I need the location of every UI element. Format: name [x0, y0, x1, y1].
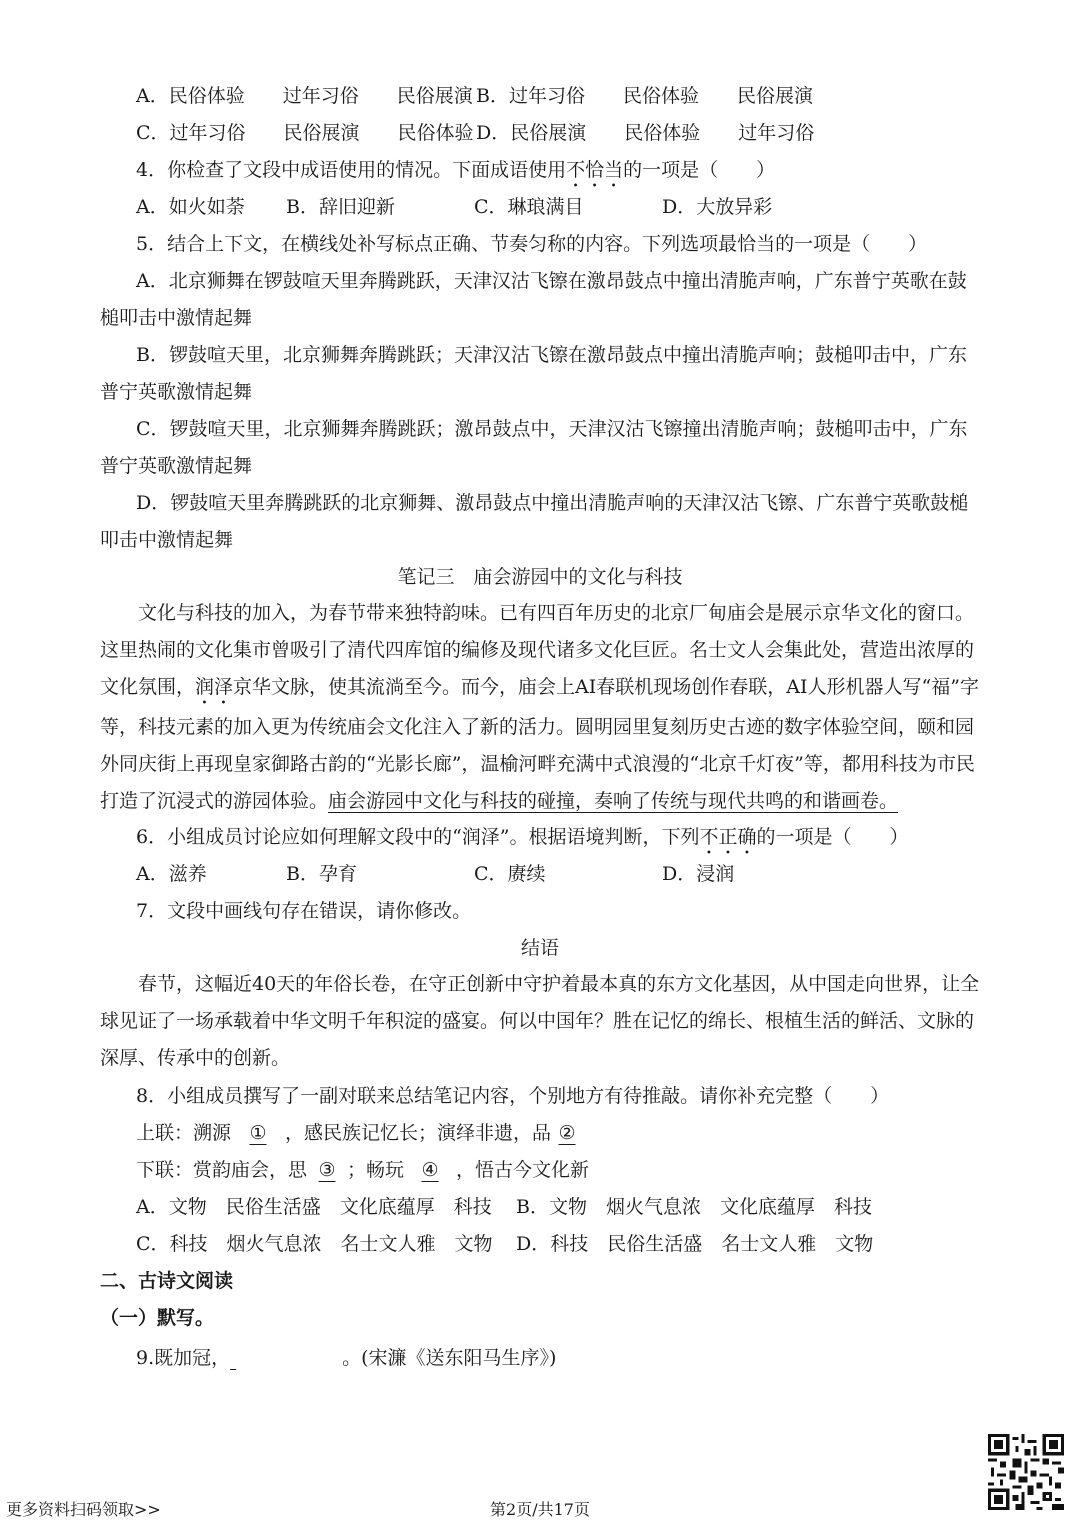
q4-option-c: C．琳琅满目: [474, 196, 584, 218]
q5-option-a-line2: 槌叩击中激情起舞: [100, 307, 253, 329]
q8-option-c: C．科技 烟火气息浓 名士文人雅 文物: [136, 1233, 493, 1255]
section-2-heading: 二、古诗文阅读: [100, 1270, 234, 1292]
q6-option-a: A．滋养: [136, 863, 207, 885]
q7-stem: 7．文段中画线句存在错误，请你修改。: [136, 900, 472, 922]
q6-emphasis: 不正确: [699, 826, 757, 848]
q8-option-row-2: [136, 1231, 873, 1257]
q5-option-b-line2: 普宁英歌激情起舞: [100, 381, 253, 403]
blank-4: ④: [421, 1159, 439, 1181]
note3-emphasis-runze: 润泽: [195, 676, 234, 698]
q3-option-d: D．民俗展演 民俗体验 过年习俗: [476, 122, 815, 144]
blank-2: ②: [558, 1122, 576, 1144]
blank-1: ①: [249, 1122, 267, 1144]
q3-option-b: B．过年习俗 民俗体验 民俗展演: [476, 85, 813, 107]
footer-promo-link[interactable]: 更多资料扫码领取>>: [6, 1500, 161, 1519]
q8-stem: 8．小组成员撰写了一副对联来总结笔记内容，个别地方有待推敲。请你补充完整（ ）: [136, 1085, 890, 1107]
qr-code: [988, 1434, 1064, 1510]
q8-upper-couplet: 上联：溯源 ① ，感民族记忆长；演绎非遗，品 ②: [136, 1120, 583, 1146]
q8-option-b: B．文物 烟火气息浓 文化底蕴厚 科技: [516, 1196, 872, 1218]
q4-option-b: B．辞旧迎新: [286, 196, 395, 218]
q4-option-a: A．如火如荼: [136, 196, 245, 218]
q6-stem: 6．小组成员讨论应如何理解文段中的“润泽”。根据语境判断，下列不正确的一项是（ ）: [136, 826, 909, 848]
section-2-subheading: （一）默写。: [100, 1307, 215, 1329]
q3-option-row-1: [136, 83, 813, 109]
q5-option-a-line1: A．北京狮舞在锣鼓喧天里奔腾跳跃，天津汉沽飞镲在激昂鼓点中撞出清脆声响，广东普宁英歌在鼓: [136, 270, 967, 292]
q3-option-a: A．民俗体验 过年习俗 民俗展演: [136, 85, 473, 107]
q5-option-d-line2: 叩击中激情起舞: [100, 529, 234, 551]
q3-option-row-2: [136, 120, 814, 146]
q5-option-b-line1: B．锣鼓喧天里，北京狮舞奔腾跳跃；天津汉沽飞镲在激昂鼓点中撞出清脆声响；鼓槌叩击中，广东: [136, 344, 967, 366]
q6-options: [136, 861, 734, 887]
q6-option-d: D．浸润: [662, 863, 735, 885]
q5-option-d-line1: D．锣鼓喧天里奔腾跳跃的北京狮舞、激昂鼓点中撞出清脆声响的天津汉沽飞镲、广东普宁英歌鼓槌: [136, 492, 969, 514]
q5-option-c-line2: 普宁英歌激情起舞: [100, 455, 253, 477]
conclusion-paragraph: 春节，这幅近40天的年俗长卷，在守正创新中守护着最本真的东方文化基因，从中国走向世界，让全球见证了一场承载着中华文明千年积淀的盛宴。何以中国年？胜在记忆的绵长、根植生活的鲜活、文脉的深厚、传承中的创新。: [100, 973, 980, 1069]
conclusion-title: 结语: [520, 937, 559, 959]
q4-options: [136, 194, 772, 220]
q4-emphasis: 不恰当: [566, 159, 624, 181]
note3-underlined-sentence: 庙会游园中文化与科技的碰撞，奏响了传统与现代共鸣的和谐画卷。: [328, 790, 899, 812]
q3-option-c: C．过年习俗 民俗展演 民俗体验: [136, 122, 474, 144]
q9-line: 9.既加冠， 。(宋濂《送东阳马生序》): [136, 1347, 557, 1369]
q8-lower-couplet: 下联：赏韵庙会，思 ③ ；畅玩 ④ ，悟古今文化新: [136, 1159, 590, 1181]
q8-option-a: A．文物 民俗生活盛 文化底蕴厚 科技: [136, 1196, 492, 1218]
q9-blank[interactable]: [230, 1345, 342, 1371]
note3-paragraph: 文化与科技的加入，为春节带来独特韵味。已有四百年历史的北京厂甸庙会是展示京华文化的窗口。这里热闹的文化集市曾吸引了清代四库馆的编修及现代诸多文化巨匠。名士文人会集此处，营造出浓厚的文化氛围，润泽京华文脉，使其流淌至今。而今，庙会上AI春联机现场创作春联，AI人形机器人写“福”字等，科技元素的加入更为传统庙会文化注入了新的活力。圆明园里复刻历史古迹的数字体验空间，颐和园外同庆街上再现皇家御路古韵的“光影长廊”，温榆河畔充满中式浪漫的“北京千灯夜”等，都用科技为市民打造了沉浸式的游园体验。庙会游园中文化与科技的碰撞，奏响了传统与现代共鸣的和谐画卷。: [100, 602, 979, 812]
q5-stem: 5．结合上下文，在横线处补写标点正确、节奏匀称的内容。下列选项最恰当的一项是（ ）: [136, 233, 928, 255]
q8-option-d: D．科技 民俗生活盛 名士文人雅 文物: [516, 1233, 874, 1255]
q4-stem: 4．你检查了文段中成语使用的情况。下面成语使用不恰当的一项是（ ）: [136, 159, 776, 181]
q8-option-row-1: [136, 1194, 872, 1220]
q6-option-b: B．孕育: [286, 863, 357, 885]
q5-option-c-line1: C．锣鼓喧天里，北京狮舞奔腾跳跃；激昂鼓点中，天津汉沽飞镲撞出清脆声响；鼓槌叩击中，广东: [136, 418, 968, 440]
note3-title: 笔记三 庙会游园中的文化与科技: [397, 566, 683, 588]
page-number: 第2页/共17页: [490, 1500, 590, 1519]
blank-3: ③: [318, 1159, 336, 1181]
q4-option-d: D．大放异彩: [662, 196, 773, 218]
q6-option-c: C．赓续: [474, 863, 546, 885]
